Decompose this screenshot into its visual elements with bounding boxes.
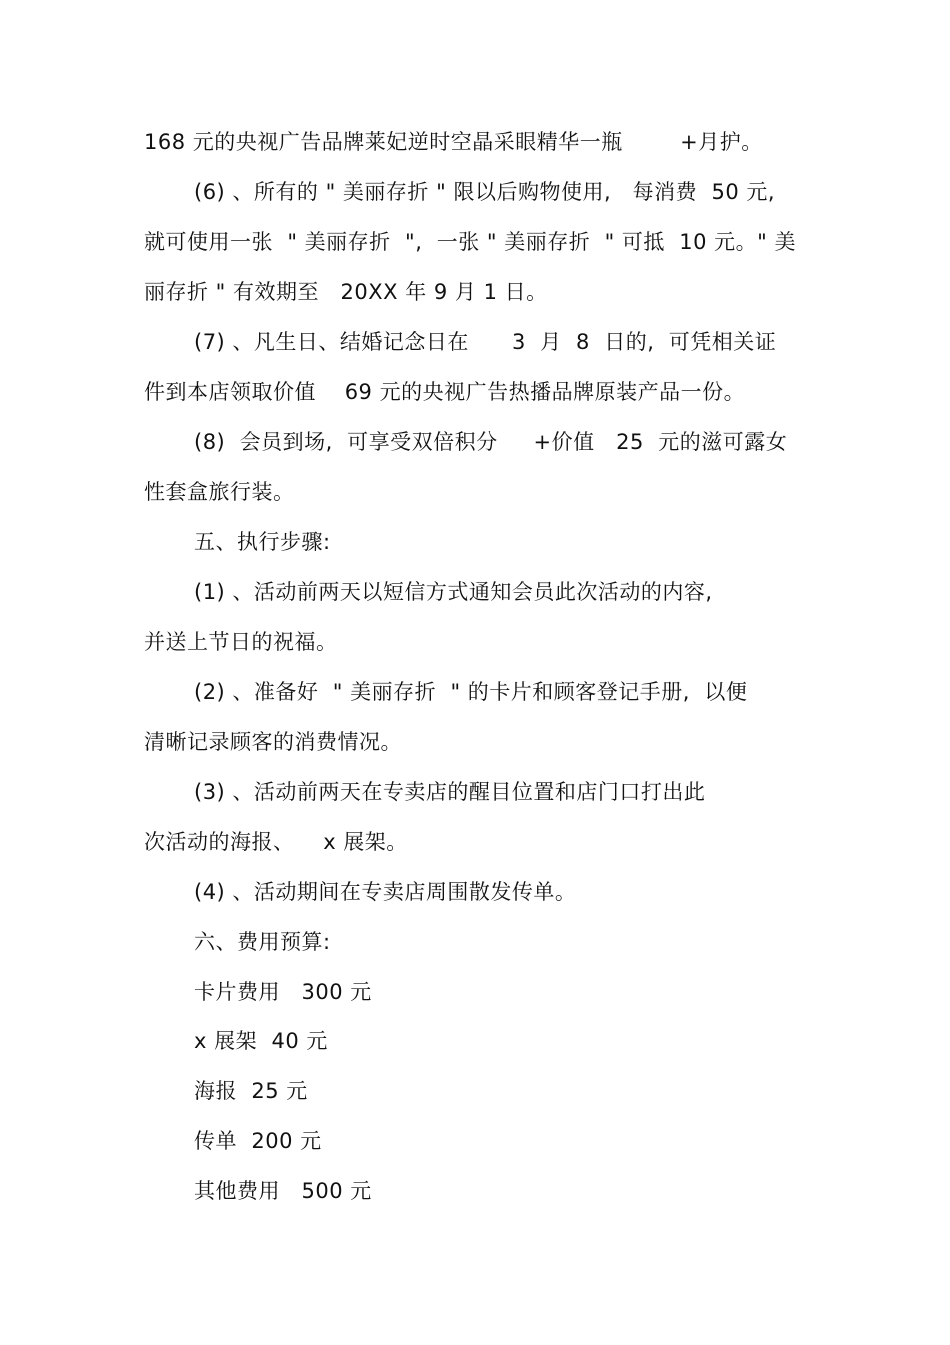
section-heading: 五、执行步骤: bbox=[194, 530, 331, 554]
budget-item: 海报 25 元 bbox=[194, 1079, 308, 1103]
text-line: (8) 会员到场, 可享受双倍积分 +价值 25 元的滋可露女 bbox=[194, 430, 788, 454]
text-line: 并送上节日的祝福。 bbox=[144, 630, 338, 654]
text-line: (7) 、凡生日、结婚记念日在 3 月 8 日的, 可凭相关证 bbox=[194, 330, 777, 354]
text-line: 件到本店领取价值 69 元的央视广告热播品牌原装产品一份。 bbox=[144, 380, 746, 404]
budget-item: 其他费用 500 元 bbox=[194, 1179, 372, 1203]
text-line: 次活动的海报、 x 展架。 bbox=[144, 830, 408, 854]
text-line: (1) 、活动前两天以短信方式通知会员此次活动的内容, bbox=[194, 580, 713, 604]
budget-item: 传单 200 元 bbox=[194, 1129, 322, 1153]
text-line: (3) 、活动前两天在专卖店的醒目位置和店门口打出此 bbox=[194, 780, 706, 804]
text-line: 就可使用一张 " 美丽存折 ", 一张 " 美丽存折 " 可抵 10 元。" 美 bbox=[144, 230, 796, 254]
text-line: 168 元的央视广告品牌莱妃逆时空晶采眼精华一瓶 +月护。 bbox=[144, 130, 763, 154]
text-line: (2) 、准备好 " 美丽存折 " 的卡片和顾客登记手册, 以便 bbox=[194, 680, 748, 704]
budget-item: 卡片费用 300 元 bbox=[194, 980, 372, 1004]
text-line: 清晰记录顾客的消费情况。 bbox=[144, 730, 402, 754]
text-line: 性套盒旅行装。 bbox=[144, 480, 295, 504]
section-heading: 六、费用预算: bbox=[194, 930, 331, 954]
text-line: 丽存折 " 有效期至 20XX 年 9 月 1 日。 bbox=[144, 280, 548, 304]
budget-item: x 展架 40 元 bbox=[194, 1029, 328, 1053]
text-line: (6) 、所有的 " 美丽存折 " 限以后购物使用, 每消费 50 元, bbox=[194, 180, 776, 204]
text-line: (4) 、活动期间在专卖店周围散发传单。 bbox=[194, 880, 577, 904]
